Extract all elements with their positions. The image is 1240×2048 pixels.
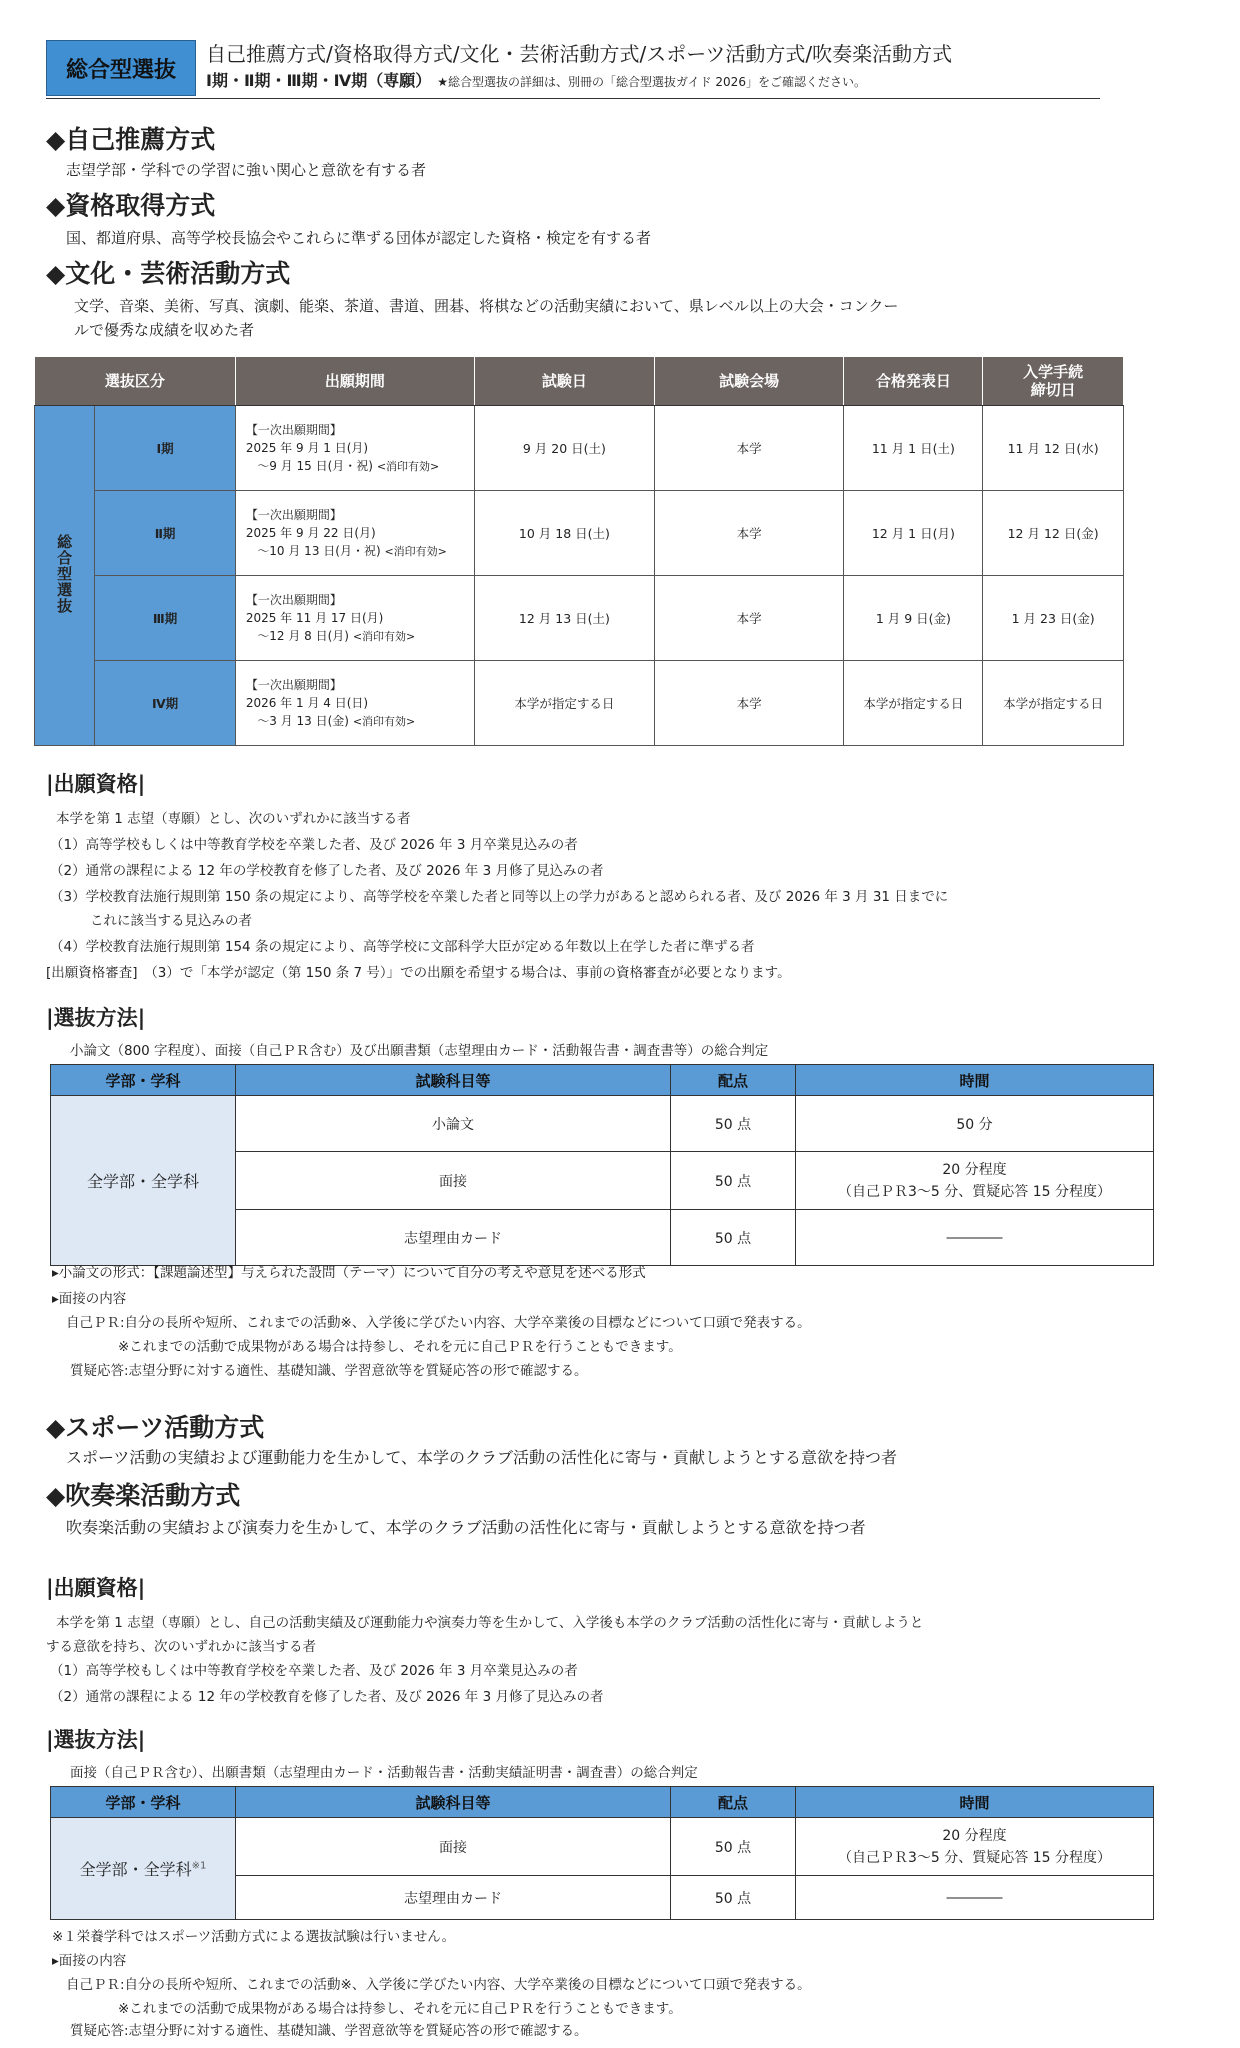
header-text — [196, 40, 952, 98]
dept-cell: 全学部・全学科$^{※1}$ — [51, 1818, 236, 1920]
header-tag: 総合型選抜 — [46, 40, 196, 96]
deadline-cell: 1 月 23 日(金) — [983, 576, 1124, 661]
deadline-cell: 本学が指定する日 — [983, 661, 1124, 746]
deadline-cell: 11 月 12 日(水) — [983, 406, 1124, 491]
sel1-note: ▸面接の内容 — [52, 1291, 127, 1307]
result-cell: 本学が指定する日 — [844, 661, 983, 746]
qual1-line: 本学を第 1 志望（専願）とし、次のいずれかに該当する者 — [56, 811, 411, 827]
result-cell: 11 月 1 日(土) — [844, 406, 983, 491]
col-subject: 試験科目等 — [236, 1065, 671, 1096]
method-desc-brass: 吹奏楽活動の実績および演奏力を生かして、本学のクラブ活動の活性化に寄与・貢献しようとする意欲を持つ者 — [66, 1518, 866, 1537]
application-cell: 【一次出願期間】 2026 年 1 月 4 日(日) ～3 月 13 日(金) <消印有効> — [235, 661, 474, 746]
sel2-note: ▸面接の内容 — [52, 1953, 127, 1969]
qual2-title: |出願資格| — [46, 1576, 146, 1600]
table-row — [35, 406, 1124, 491]
exam-cell: 本学が指定する日 — [474, 661, 654, 746]
table-row — [35, 661, 1124, 746]
col-result: 合格発表日 — [844, 357, 983, 406]
page-header — [46, 40, 1100, 99]
sel2-header-row — [51, 1787, 1154, 1818]
method-title-brass: ◆吹奏楽活動方式 — [46, 1481, 241, 1510]
sel1-note: 自己ＰＲ:自分の長所や短所、これまでの活動※、入学後に学びたい内容、大学卒業後の目標などについて口頭で発表する。 — [66, 1315, 811, 1331]
sel1-table — [50, 1064, 1154, 1266]
header-line2 — [206, 68, 952, 95]
time-cell: ―――― — [796, 1876, 1154, 1920]
period-cell: Ⅳ期 — [95, 661, 236, 746]
side-label: 総合型選抜 — [35, 406, 95, 746]
qual1-line: これに該当する見込みの者 — [90, 913, 252, 929]
qual1-line: （1）高等学校もしくは中等教育学校を卒業した者、及び 2026 年 3 月卒業見込みの者 — [50, 837, 578, 853]
header-periods: Ⅰ期・Ⅱ期・Ⅲ期・Ⅳ期（専願） — [206, 71, 432, 90]
schedule-table — [34, 356, 1124, 746]
header-note: ★総合型選抜の詳細は、別冊の「総合型選抜ガイド 2026」をご確認ください。 — [437, 75, 866, 89]
method-desc-culture-2: ルで優秀な成績を収めた者 — [74, 321, 255, 339]
sel1-intro: 小論文（800 字程度）、面接（自己ＰＲ含む）及び出願書類（志望理由カード・活動報告書・調査書等）の総合判定 — [70, 1043, 769, 1059]
sel2-note: 自己ＰＲ:自分の長所や短所、これまでの活動※、入学後に学びたい内容、大学卒業後の目標などについて口頭で発表する。 — [66, 1977, 811, 1993]
header-line1: 自己推薦方式/資格取得方式/文化・芸術活動方式/スポーツ活動方式/吹奏楽活動方式 — [206, 42, 953, 66]
venue-cell: 本学 — [654, 576, 844, 661]
sel2-table — [50, 1786, 1154, 1920]
points-cell: 50 点 — [671, 1818, 796, 1876]
subject-cell: 小論文 — [236, 1096, 671, 1152]
method-title-culture: ◆文化・芸術活動方式 — [46, 259, 291, 288]
qual2-line: （1）高等学校もしくは中等教育学校を卒業した者、及び 2026 年 3 月卒業見込みの者 — [50, 1663, 578, 1679]
points-cell: 50 点 — [671, 1096, 796, 1152]
table-row — [51, 1818, 1154, 1876]
exam-cell: 9 月 20 日(土) — [474, 406, 654, 491]
qual1-line: （3）学校教育法施行規則第 150 条の規定により、高等学校を卒業した者と同等以上の学力があると認められる者、及び 2026 年 3 月 31 日までに — [50, 889, 949, 905]
qual1-line: [出願資格審査] （3）で「本学が認定（第 150 条 7 号）」での出願を希望する場合は、事前の資格審査が必要となります。 — [46, 965, 791, 981]
sel2-note: ※１栄養学科ではスポーツ活動方式による選抜試験は行いません。 — [52, 1929, 456, 1945]
sel1-note: ▸小論文の形式：【課題論述型】与えられた設問（テーマ）について自分の考えや意見を述べる形式 — [52, 1265, 646, 1281]
exam-cell: 10 月 18 日(土) — [474, 491, 654, 576]
col-category: 選抜区分 — [35, 357, 236, 406]
qual2-line: する意欲を持ち、次のいずれかに該当する者 — [46, 1639, 316, 1655]
sel2-note: ※これまでの活動で成果物がある場合は持参し、それを元に自己ＰＲを行うこともできます。 — [118, 2001, 682, 2017]
table-row — [35, 576, 1124, 661]
period-cell: Ⅰ期 — [95, 406, 236, 491]
qual1-line: （2）通常の課程による 12 年の学校教育を修了した者、及び 2026 年 3 月修了見込みの者 — [50, 863, 604, 879]
col-application: 出願期間 — [235, 357, 474, 406]
application-cell: 【一次出願期間】 2025 年 9 月 22 日(月) ～10 月 13 日(月・祝) <消印有効> — [235, 491, 474, 576]
points-cell: 50 点 — [671, 1152, 796, 1210]
method-desc-self-recommend: 志望学部・学科での学習に強い関心と意欲を有する者 — [66, 161, 427, 179]
period-cell: Ⅲ期 — [95, 576, 236, 661]
col-points: 配点 — [671, 1787, 796, 1818]
sel2-note: 質疑応答:志望分野に対する適性、基礎知識、学習意欲等を質疑応答の形で確認する。 — [70, 2023, 588, 2039]
time-cell: 20 分程度 （自己ＰＲ3～5 分、質疑応答 15 分程度） — [796, 1818, 1154, 1876]
method-desc-sports: スポーツ活動の実績および運動能力を生かして、本学のクラブ活動の活性化に寄与・貢献しようとする意欲を持つ者 — [66, 1448, 898, 1467]
qual1-title: |出願資格| — [46, 772, 146, 796]
time-cell: ―――― — [796, 1210, 1154, 1266]
col-time: 時間 — [796, 1787, 1154, 1818]
col-dept: 学部・学科 — [51, 1787, 236, 1818]
method-desc-qualification: 国、都道府県、高等学校長協会やこれらに準ずる団体が認定した資格・検定を有する者 — [66, 229, 652, 247]
col-time: 時間 — [796, 1065, 1154, 1096]
subject-cell: 面接 — [236, 1152, 671, 1210]
col-venue: 試験会場 — [654, 357, 844, 406]
venue-cell: 本学 — [654, 491, 844, 576]
application-cell: 【一次出願期間】 2025 年 11 月 17 日(月) ～12 月 8 日(月) <消印有効> — [235, 576, 474, 661]
application-cell: 【一次出願期間】 2025 年 9 月 1 日(月) ～9 月 15 日(月・祝) <消印有効> — [235, 406, 474, 491]
qual2-line: （2）通常の課程による 12 年の学校教育を修了した者、及び 2026 年 3 月修了見込みの者 — [50, 1689, 604, 1705]
result-cell: 1 月 9 日(金) — [844, 576, 983, 661]
points-cell: 50 点 — [671, 1876, 796, 1920]
time-cell: 20 分程度 （自己ＰＲ3～5 分、質疑応答 15 分程度） — [796, 1152, 1154, 1210]
table-row — [35, 491, 1124, 576]
col-exam-date: 試験日 — [474, 357, 654, 406]
subject-cell: 志望理由カード — [236, 1210, 671, 1266]
points-cell: 50 点 — [671, 1210, 796, 1266]
qual1-line: （4）学校教育法施行規則第 154 条の規定により、高等学校に文部科学大臣が定める年数以上在学した者に準ずる者 — [50, 939, 755, 955]
sel1-note: ※これまでの活動で成果物がある場合は持参し、それを元に自己ＰＲを行うこともできます。 — [118, 1339, 682, 1355]
schedule-header-row — [35, 357, 1124, 406]
subject-cell: 志望理由カード — [236, 1876, 671, 1920]
method-title-self-recommend: ◆自己推薦方式 — [46, 125, 216, 154]
sel1-note: 質疑応答:志望分野に対する適性、基礎知識、学習意欲等を質疑応答の形で確認する。 — [70, 1363, 588, 1379]
method-title-qualification: ◆資格取得方式 — [46, 191, 216, 220]
result-cell: 12 月 1 日(月) — [844, 491, 983, 576]
col-subject: 試験科目等 — [236, 1787, 671, 1818]
sel1-header-row — [51, 1065, 1154, 1096]
deadline-cell: 12 月 12 日(金) — [983, 491, 1124, 576]
exam-cell: 12 月 13 日(土) — [474, 576, 654, 661]
period-cell: Ⅱ期 — [95, 491, 236, 576]
sel2-title: |選抜方法| — [46, 1728, 146, 1752]
table-row — [51, 1096, 1154, 1152]
col-points: 配点 — [671, 1065, 796, 1096]
method-desc-culture: 文学、音楽、美術、写真、演劇、能楽、茶道、書道、囲碁、将棋などの活動実績において、県レベル以上の大会・コンクー — [74, 297, 899, 315]
dept-cell: 全学部・全学科 — [51, 1096, 236, 1266]
sel1-title: |選抜方法| — [46, 1006, 146, 1030]
sel2-intro: 面接（自己ＰＲ含む）、出願書類（志望理由カード・活動報告書・活動実績証明書・調査書）の総合判定 — [70, 1765, 698, 1781]
qual2-line: 本学を第 1 志望（専願）とし、自己の活動実績及び運動能力や演奏力等を生かして、入学後も本学のクラブ活動の活性化に寄与・貢献しようと — [56, 1615, 924, 1631]
time-cell: 50 分 — [796, 1096, 1154, 1152]
venue-cell: 本学 — [654, 406, 844, 491]
col-dept: 学部・学科 — [51, 1065, 236, 1096]
method-title-sports: ◆スポーツ活動方式 — [46, 1413, 265, 1442]
col-deadline: 入学手続 締切日 — [983, 357, 1124, 406]
venue-cell: 本学 — [654, 661, 844, 746]
subject-cell: 面接 — [236, 1818, 671, 1876]
